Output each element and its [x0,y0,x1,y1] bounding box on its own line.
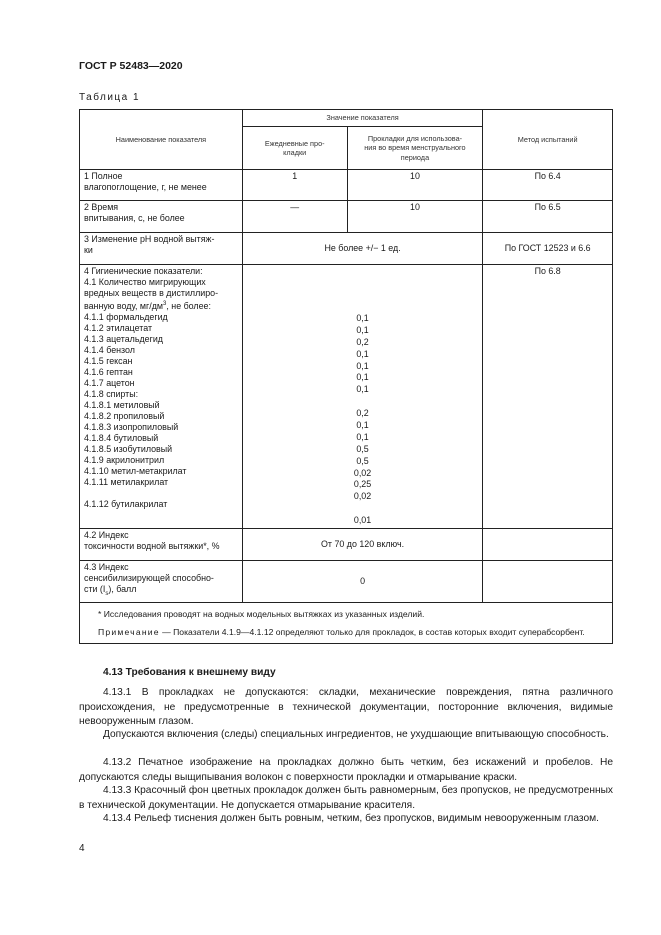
hygiene-item: 4.1.8.1 метиловый [84,399,160,410]
hygiene-value: 0,1 [356,420,369,431]
hygiene-item: 4.1.6 гептан [84,366,133,377]
hygiene-value: 0,02 [353,491,372,502]
header-name: Наименование показателя [80,110,243,170]
table-footer-row [80,603,613,644]
hygiene-item: 4.1.8.3 изопропиловый [84,421,179,432]
row-method-empty [483,529,613,561]
hygiene-item [84,488,238,499]
header-value: Значение показателя [242,110,483,127]
hygiene-value: 0,1 [356,313,369,323]
hygiene-item: 4.1.7 ацетон [84,377,135,388]
row-menstrual-value: 10 [347,170,483,201]
hygiene-value: 0,02 [353,467,372,478]
hygiene-value [247,503,479,515]
table-header-row-1 [80,110,613,127]
table-footnotes [80,603,613,644]
hygiene-value: 0,5 [356,455,369,466]
footnote: * Исследования проводят на водных модельных вытяжках из указанных изделий. [98,609,425,620]
paragraph-4-13-3: 4.13.3 Красочный фон цветных прокладок должен быть равномерным, без пропусков, не предусмотренных в технической документации. Не допускается отмарывание красителя. [79,785,613,811]
row-value: Не более +/− 1 ед. [242,233,483,265]
paragraph-4-13-1: 4.13.1 В прокладках не допускаются: складки, механические повреждения, пятна различного происхождения, не предусмотренные в технической документации, посторонние включения, видимые невооруженным глазом. [79,687,613,727]
hygiene-value: 0,1 [356,324,369,335]
table-row-hygiene [80,265,613,529]
header-method: Метод испытаний [483,110,613,170]
table-row [80,233,613,265]
document-code: ГОСТ Р 52483—2020 [79,60,183,72]
row-daily-value: — [242,201,347,233]
hygiene-item: 4.1.2 этилацетат [84,322,153,333]
hygiene-value [247,396,479,408]
hygiene-item: 4.1.8.2 пропиловый [84,410,165,421]
row-menstrual-value: 10 [347,201,483,233]
hygiene-items [84,312,238,510]
paragraph-4-13-2: 4.13.2 Печатное изображение на прокладках должно быть четким, без искажений и пробелов. Не допускаются следы выщипывания волокон с поверхности прокладки и отмарывание краски. [79,757,613,783]
row-daily-value: 1 [242,170,347,201]
hygiene-item: 4.1.8 спирты: [84,388,139,399]
row-name: 4.2 Индекс токсичности водной вытяжки*, % [80,529,243,561]
hygiene-value: 0,1 [356,348,369,359]
page-number: 4 [79,843,85,854]
row-values [242,265,483,529]
row-method-empty [483,561,613,603]
row-method: По 6.4 [483,170,613,201]
row-name: 4.3 Индекс сенсибилизирующей способно- сти $(I_s)$, балл [80,561,243,603]
hygiene-value: 0,1 [356,384,369,395]
hygiene-value: 0,5 [356,443,369,454]
hygiene-item: 4.1.9 акрилонитрил [84,454,165,465]
header-menstrual: Прокладки для использова- ния во время менструального периода [347,127,483,170]
hygiene-item: 4.1.8.5 изобутиловый [84,443,173,454]
hygiene-value: 0,2 [356,336,369,347]
row-value: От 70 до 120 включ. [242,529,483,561]
row-method: По ГОСТ 12523 и 6.6 [483,233,613,265]
hygiene-value: 0,1 [356,431,369,442]
row-name: 3 Изменение pH водной вытяж- ки [80,233,243,265]
hygiene-value: 0,1 [356,372,369,383]
header-daily: Ежедневные про- кладки [242,127,347,170]
hygiene-value: 0,25 [353,479,372,490]
hygiene-item: 4.1.10 метил-метакрилат [84,465,187,476]
hygiene-item: 4.1.8.4 бутиловый [84,432,159,443]
table-row [80,201,613,233]
hygiene-item: 4.1.1 формальдегид [84,311,168,322]
table-caption: Таблица 1 [79,92,141,103]
table-row [80,170,613,201]
indicators-table [79,109,613,644]
hygiene-item: 4.1.12 бутилакрилат [84,498,168,509]
row-method: По 6.8 [483,265,613,529]
row-name: 1 Полное влагопоглощение, г, не менее [80,170,243,201]
paragraph-inclusions: Допускаются включения (следы) специальных ингредиентов, не ухудшающие впитывающую способность. [103,729,609,740]
paragraph-4-13-4: 4.13.4 Рельеф тиснения должен быть ровным, четким, без пропусков, видимым невооруженным глазом. [103,813,599,824]
table-row [80,561,613,603]
row-value: 0 [242,561,483,603]
row-method: По 6.5 [483,201,613,233]
hygiene-value: 0,01 [353,515,372,526]
hygiene-value: 0,1 [356,360,369,371]
hygiene-item: 4.1.3 ацетальдегид [84,333,163,344]
row-name: 2 Время впитывания, с, не более [80,201,243,233]
section-title: 4.13 Требования к внешнему виду [103,667,276,678]
note: Примечание — Показатели 4.1.9—4.1.12 определяют только для прокладок, в состав которых входит суперабсорбент. [98,627,585,638]
row-name: 4 Гигиенические показатели: 4.1 Количество мигрирующих вредных веществ в дистиллиро- ванную воду, $мг/дм^3$, не более: 4.1.1 формальдегид 4.1.2 этилацетат 4.1.3 ацетальдегид 4.1.4 бензол 4.1.5 гексан 4.1.6 гептан 4.1.7 ацетон 4.1.8 спирты: 4.1.8.1 метиловый 4.1.8.2 пропиловый 4.1.8.3 изопропиловый 4.1.8.4 бутиловый 4.1.8.5 изобутиловый 4.1.9 акрилонитрил 4.1.10 метил-метакрилат 4.1.11 метилакрилат 4.1.12 бутилакрилат [80,265,243,529]
hygiene-value: 0,2 [356,408,369,419]
table-row [80,529,613,561]
hygiene-item: 4.1.11 метилакрилат [84,476,169,487]
hygiene-item: 4.1.4 бензол [84,344,135,355]
hygiene-item: 4.1.5 гексан [84,355,133,366]
hygiene-values [247,313,479,527]
